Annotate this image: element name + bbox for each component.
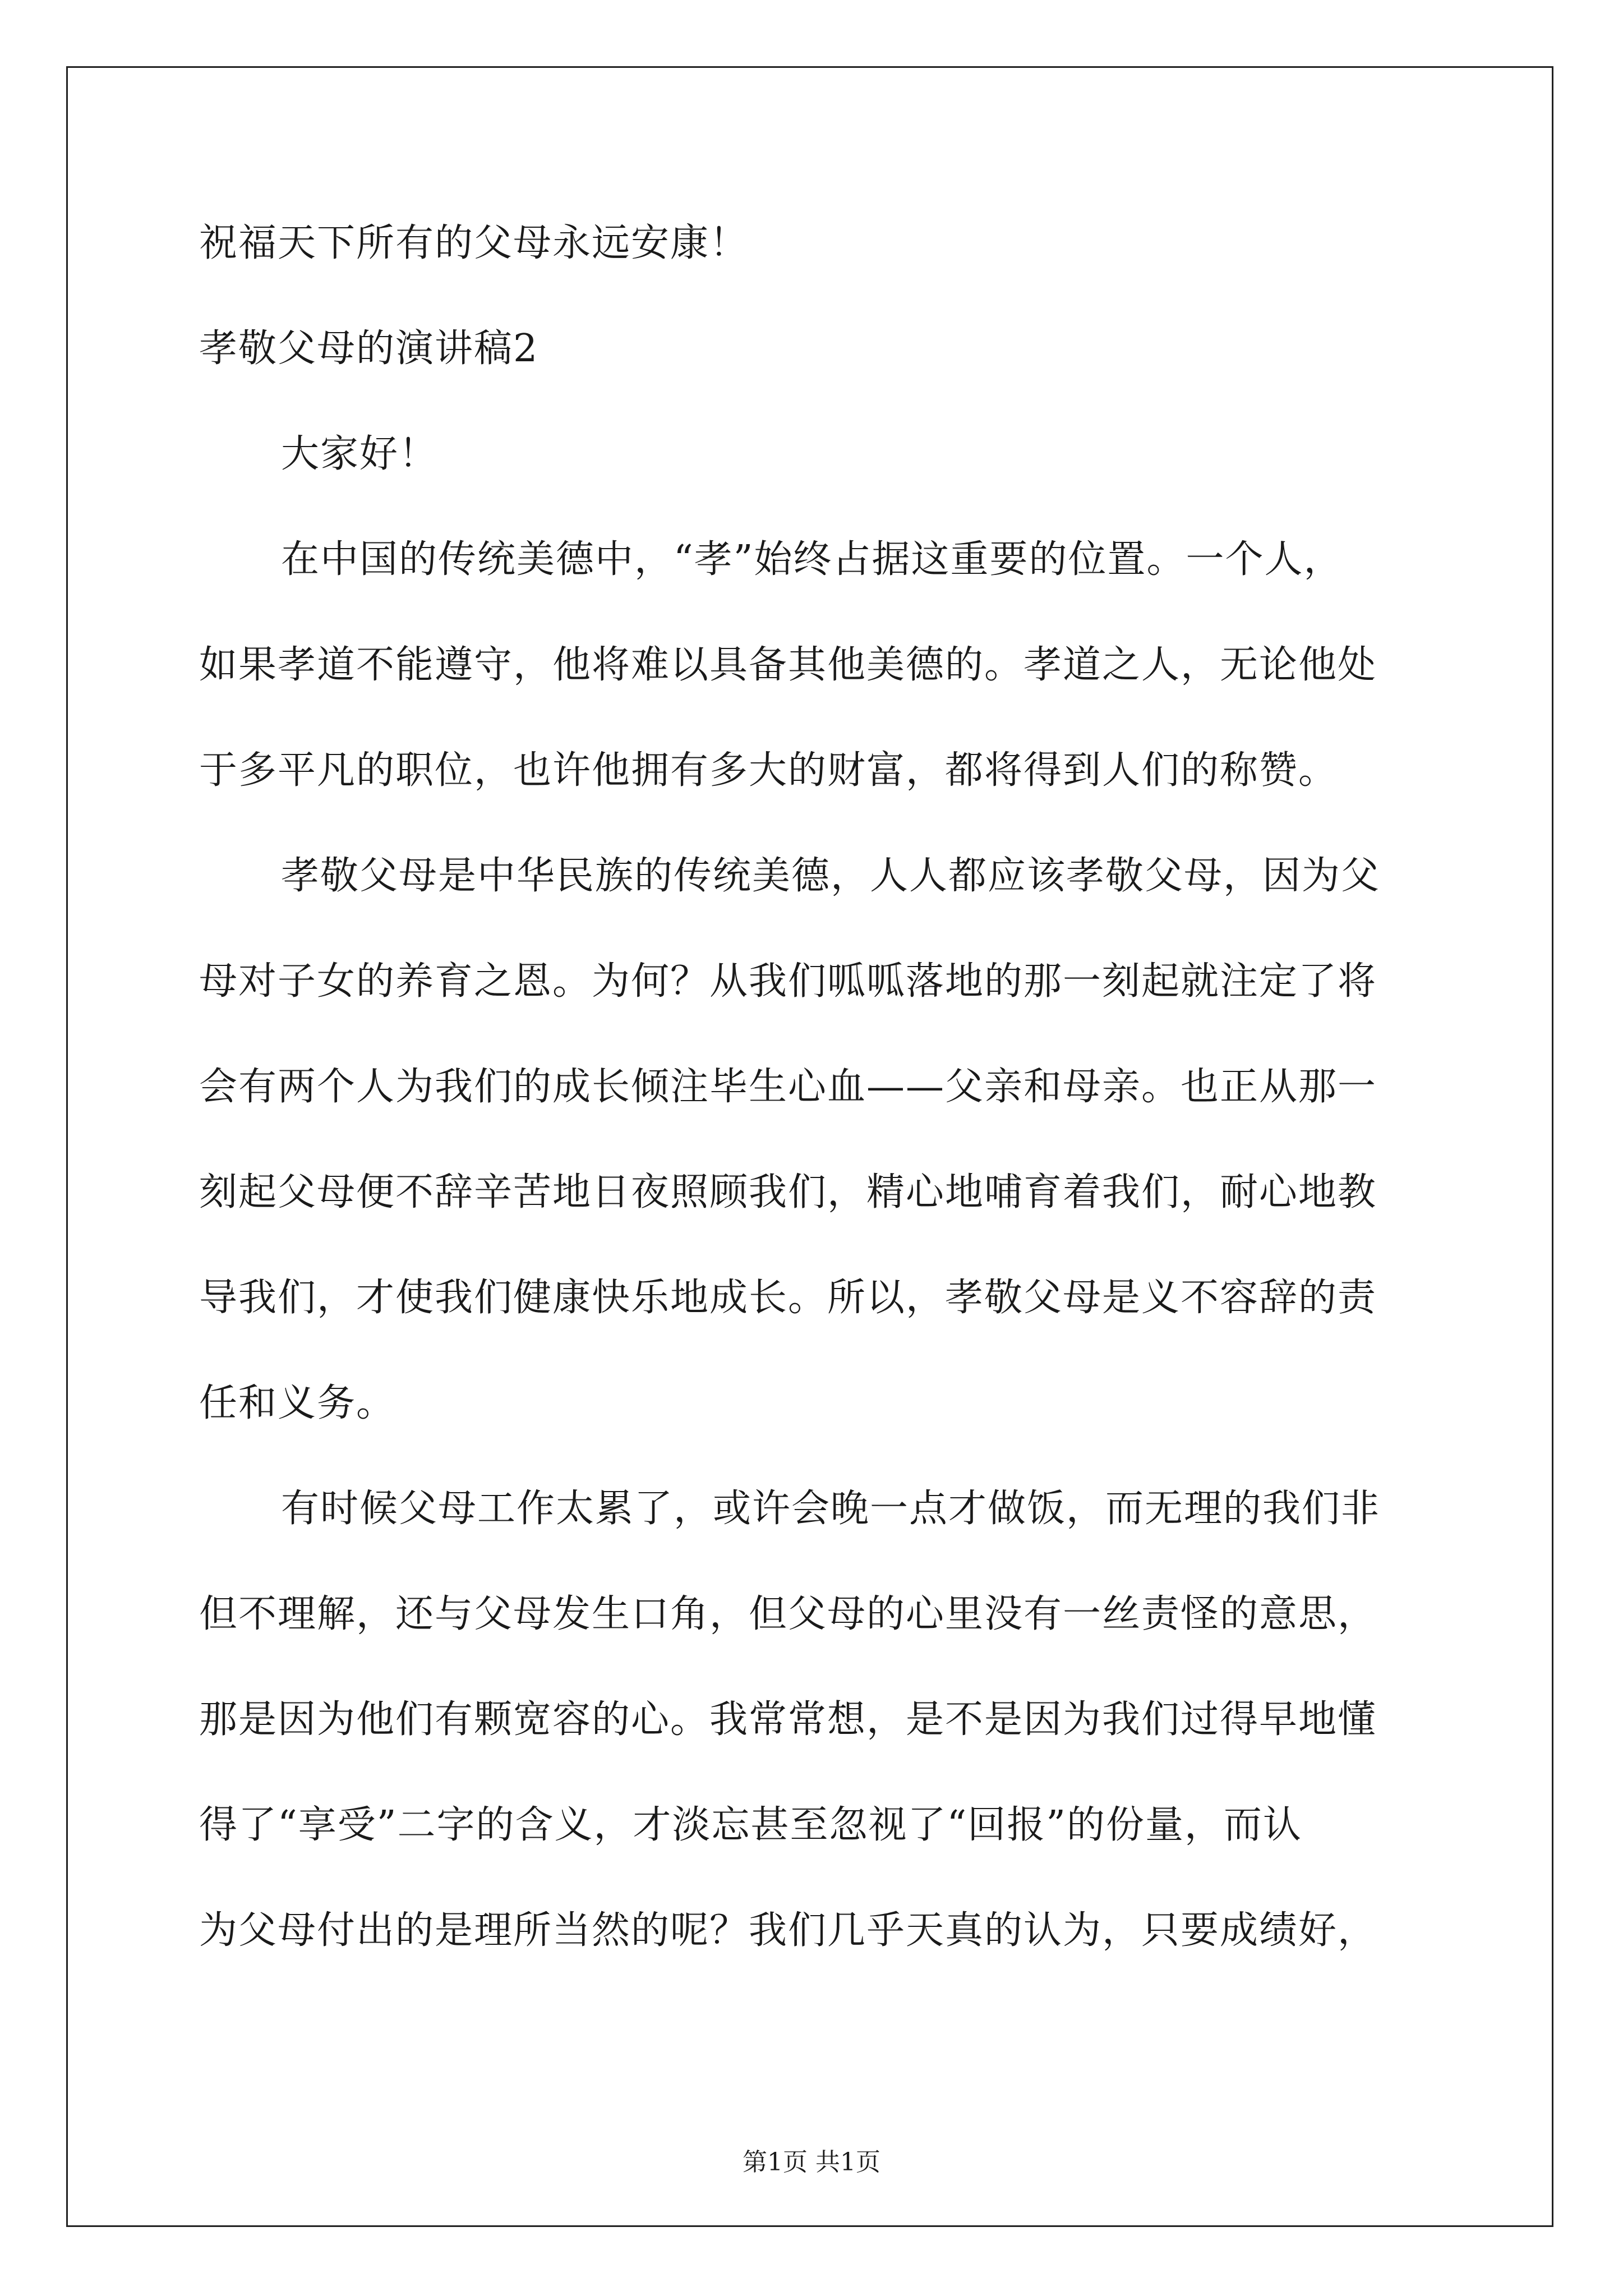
paragraph-2-line-4: 刻起父母便不辞辛苦地日夜照顾我们，精心地哺育着我们，耐心地教	[199, 1170, 1377, 1214]
paragraph-2-line-1: 孝敬父母是中华民族的传统美德，人人都应该孝敬父母，因为父	[281, 854, 1381, 898]
paragraph-1-line-2: 如果孝道不能遵守，他将难以具备其他美德的。孝道之人，无论他处	[199, 643, 1377, 687]
paragraph-3-line-3: 那是因为他们有颗宽容的心。我常常想，是不是因为我们过得早地懂	[199, 1697, 1377, 1742]
paragraph-3-line-2: 但不理解，还与父母发生口角，但父母的心里没有一丝责怪的意思，	[199, 1592, 1377, 1636]
paragraph-1-line-1: 在中国的传统美德中，“孝”始终占据这重要的位置。一个人，	[281, 537, 1343, 582]
paragraph-3-line-5: 为父母付出的是理所当然的呢？我们几乎天真的认为，只要成绩好，	[199, 1908, 1377, 1953]
greeting: 大家好！	[281, 432, 439, 476]
paragraph-2-line-6: 任和义务。	[199, 1381, 396, 1425]
paragraph-1-line-3: 于多平凡的职位，也许他拥有多大的财富，都将得到人们的称赞。	[199, 748, 1338, 793]
paragraph-3-line-1: 有时候父母工作太累了，或许会晚一点才做饭，而无理的我们非	[281, 1487, 1381, 1531]
document-title: 孝敬父母的演讲稿2	[199, 326, 539, 371]
text-line-1: 祝福天下所有的父母永远安康！	[199, 221, 749, 265]
paragraph-2-line-3: 会有两个人为我们的成长倾注毕生心血——父亲和母亲。也正从那一	[199, 1065, 1377, 1109]
document-body	[199, 191, 1433, 1984]
paragraph-2-line-5: 导我们，才使我们健康快乐地成长。所以，孝敬父母是义不容辞的责	[199, 1276, 1377, 1320]
paragraph-3-line-4: 得了“享受”二字的含义，才淡忘甚至忽视了“回报”的份量，而认	[199, 1803, 1303, 1847]
paragraph-2-line-2: 母对子女的养育之恩。为何？从我们呱呱落地的那一刻起就注定了将	[199, 959, 1377, 1004]
page-footer: 第1页 共1页	[743, 2148, 880, 2177]
